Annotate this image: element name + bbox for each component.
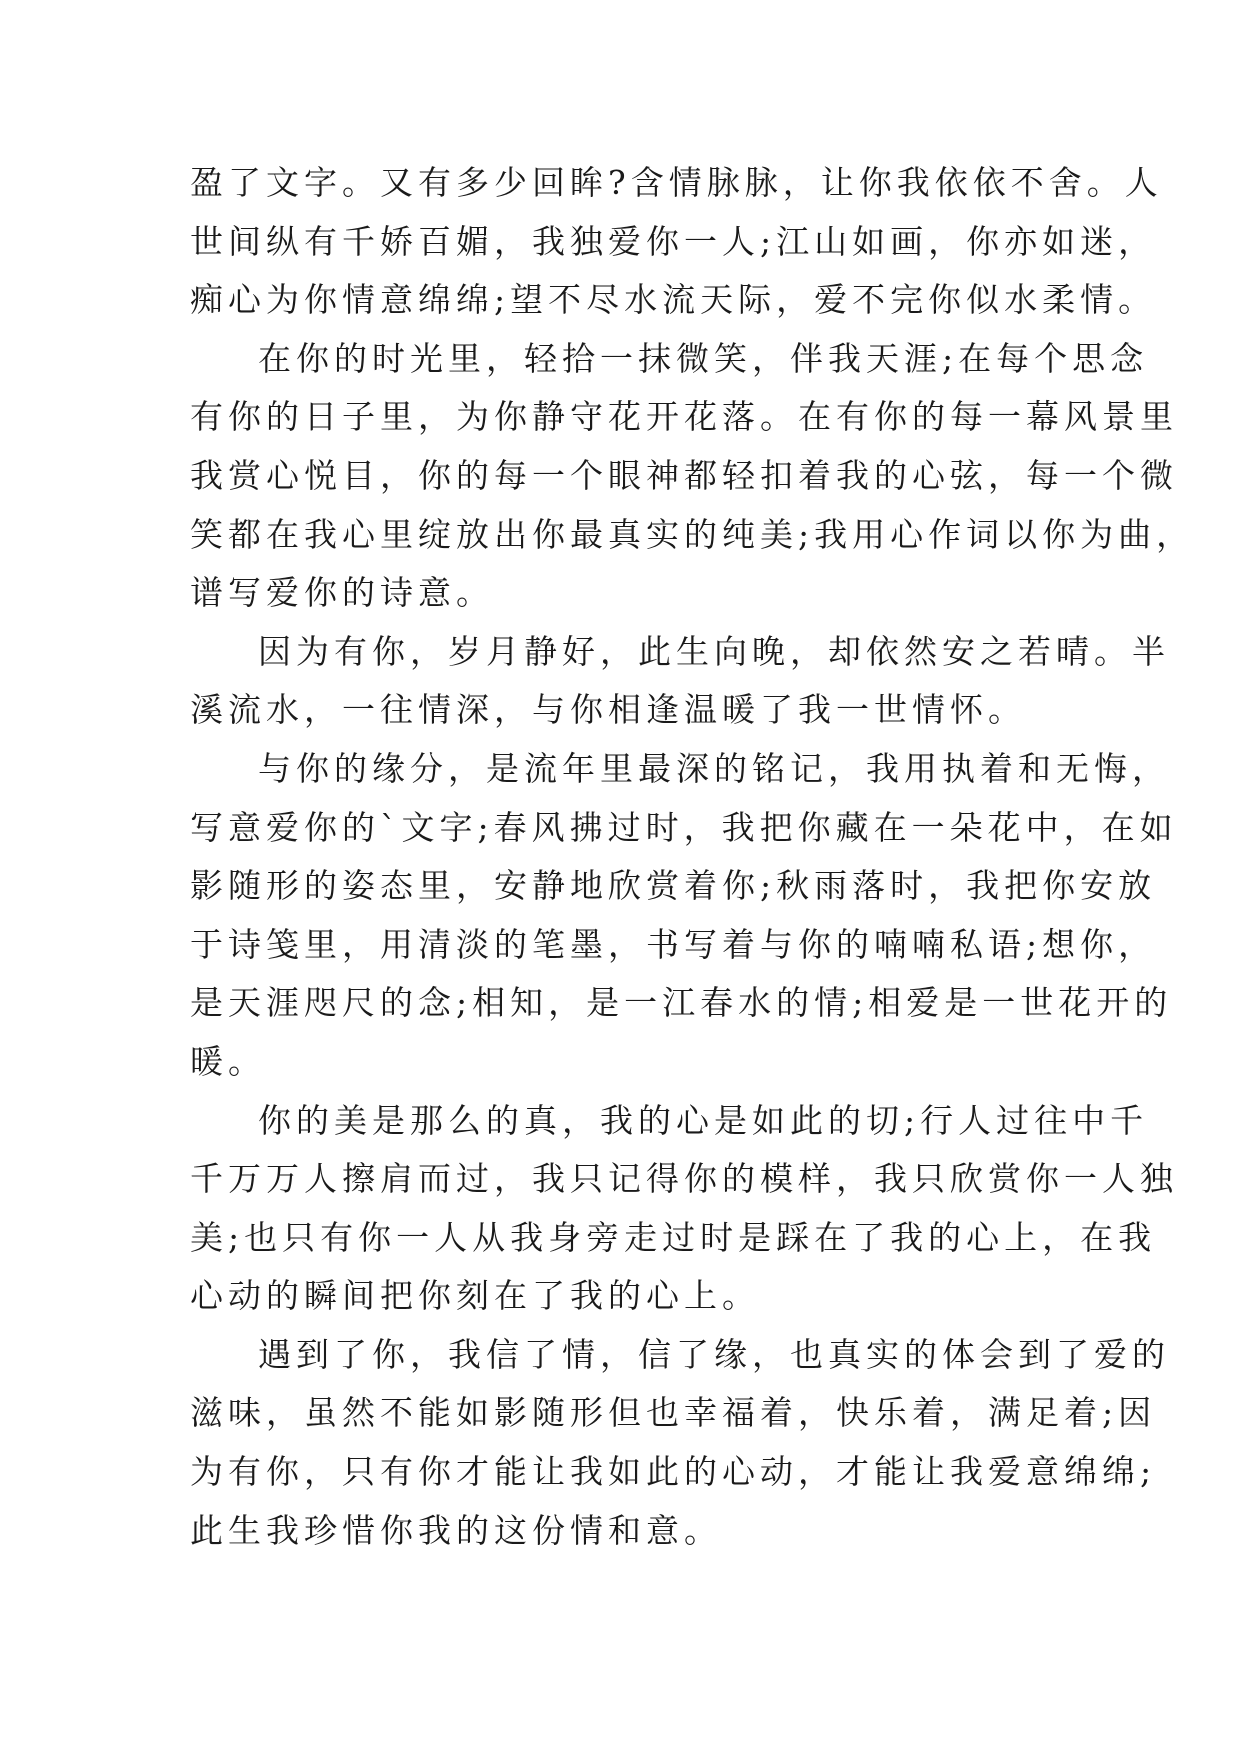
text-line: 暖。 <box>190 1041 266 1081</box>
text-line: 世间纵有千娇百媚，我独爱你一人;江山如画，你亦如迷， <box>190 221 1157 261</box>
text-line: 溪流水，一往情深，与你相逢温暖了我一世情怀。 <box>190 690 1026 730</box>
text-line: 美;也只有你一人从我身旁走过时是踩在了我的心上，在我 <box>190 1217 1157 1257</box>
text-line: 是天涯咫尺的念;相知，是一江春水的情;相爱是一世花开的 <box>190 983 1173 1023</box>
text-line: 笑都在我心里绽放出你最真实的纯美;我用心作词以你为曲， <box>190 514 1195 554</box>
text-line: 心动的瞬间把你刻在了我的心上。 <box>190 1276 760 1316</box>
text-line: 盈了文字。又有多少回眸?含情脉脉，让你我依依不舍。人 <box>190 163 1163 202</box>
text-line: 于诗笺里，用清淡的笔墨，书写着与你的喃喃私语;想你， <box>190 924 1157 964</box>
text-line: 为有你，只有你才能让我如此的心动，才能让我爱意绵绵; <box>190 1452 1157 1492</box>
text-line: 谱写爱你的诗意。 <box>190 573 494 613</box>
paragraph-first-line: 因为有你，岁月静好，此生向晚，却依然安之若晴。半 <box>258 631 1170 671</box>
text-line: 有你的日子里，为你静守花开花落。在有你的每一幕风景里 <box>190 397 1178 437</box>
paragraph-first-line: 遇到了你，我信了情，信了缘，也真实的体会到了爱的 <box>258 1334 1170 1374</box>
text-line: 痴心为你情意绵绵;望不尽水流天际，爱不完你似水柔情。 <box>190 280 1157 320</box>
text-line: 影随形的姿态里，安静地欣赏着你;秋雨落时，我把你安放 <box>190 866 1157 906</box>
text-line: 滋味，虽然不能如影随形但也幸福着，快乐着，满足着;因 <box>190 1393 1157 1433</box>
paragraph-first-line: 你的美是那么的真，我的心是如此的切;行人过往中千 <box>258 1100 1149 1140</box>
text-line: 写意爱你的`文字;春风拂过时，我把你藏在一朵花中，在如 <box>190 807 1178 847</box>
text-line: 千万万人擦肩而过，我只记得你的模样，我只欣赏你一人独 <box>190 1159 1178 1199</box>
document-body <box>190 154 1195 1560</box>
paragraph-first-line: 在你的时光里，轻拾一抹微笑，伴我天涯;在每个思念 <box>258 338 1149 378</box>
text-line: 此生我珍惜你我的这份情和意。 <box>190 1510 722 1550</box>
text-line: 我赏心悦目，你的每一个眼神都轻扣着我的心弦，每一个微 <box>190 455 1178 495</box>
paragraph-first-line: 与你的缘分，是流年里最深的铭记，我用执着和无悔， <box>258 748 1170 788</box>
